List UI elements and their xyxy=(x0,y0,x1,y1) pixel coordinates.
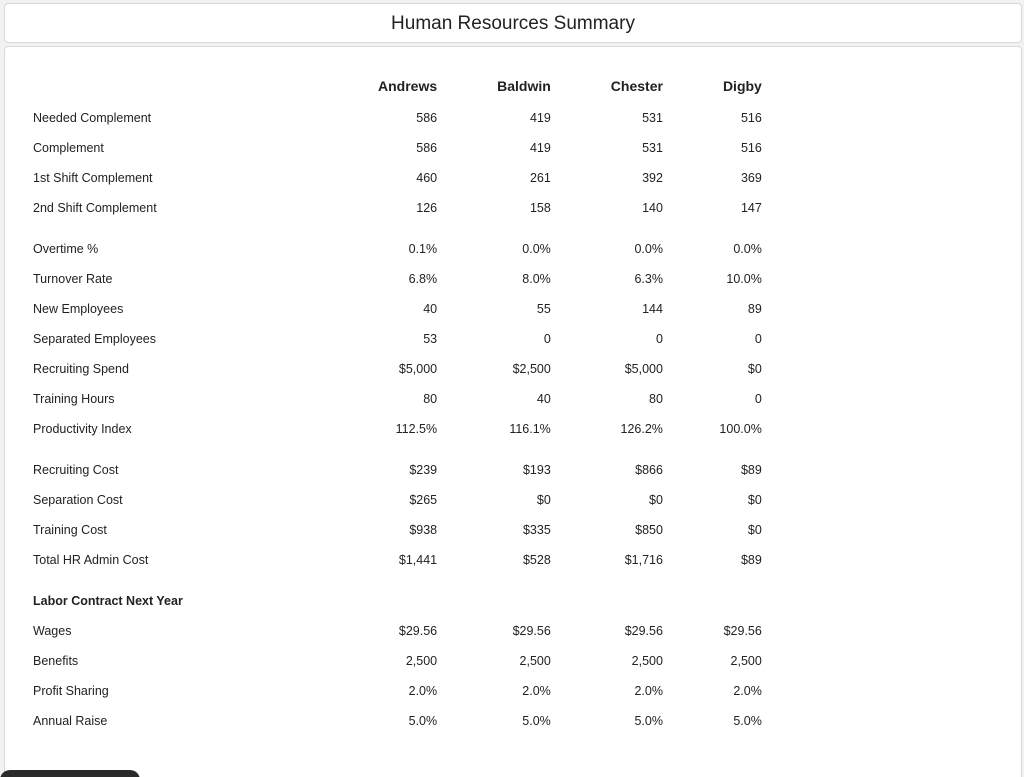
section-title: Labor Contract Next Year xyxy=(33,594,183,608)
cell-digby: 89 xyxy=(747,302,762,316)
table-row-training-hours xyxy=(33,384,762,414)
table-row-total-hr-admin-cost xyxy=(33,545,762,575)
table-row-2nd-shift-complement xyxy=(33,193,762,223)
cell-baldwin: 2.0% xyxy=(522,684,551,698)
cell-chester: 140 xyxy=(642,201,663,215)
row-label: Recruiting Spend xyxy=(33,362,129,376)
column-header-chester: Chester xyxy=(610,78,663,94)
row-label: 2nd Shift Complement xyxy=(33,201,157,215)
cell-digby: $0 xyxy=(747,362,762,376)
cell-chester: 80 xyxy=(649,392,663,406)
cell-chester: $850 xyxy=(635,523,663,537)
cell-andrews: 40 xyxy=(423,302,438,316)
cell-andrews: $938 xyxy=(409,523,438,537)
spacer-cell xyxy=(33,223,762,234)
cell-digby: 2,500 xyxy=(730,654,762,668)
cell-andrews: $239 xyxy=(409,463,438,477)
cell-chester: $866 xyxy=(635,463,663,477)
cell-digby: 147 xyxy=(740,201,762,215)
cell-andrews: $265 xyxy=(409,493,438,507)
cell-baldwin: $193 xyxy=(522,463,551,477)
table-row-benefits xyxy=(33,646,762,676)
cell-andrews: 586 xyxy=(416,141,438,155)
hr-summary-table xyxy=(33,69,762,736)
table-header-row xyxy=(33,69,762,103)
cell-andrews: 2.0% xyxy=(408,684,438,698)
cell-andrews: 126 xyxy=(416,201,438,215)
cell-andrews: 460 xyxy=(416,171,438,185)
table-body xyxy=(33,103,762,736)
cell-digby: 369 xyxy=(740,171,762,185)
cell-andrews: 80 xyxy=(423,392,438,406)
row-label: New Employees xyxy=(33,302,124,316)
cell-andrews: $5,000 xyxy=(398,362,438,376)
row-label: Benefits xyxy=(33,654,79,668)
table-row-separation-cost xyxy=(33,485,762,515)
cell-chester: 2.0% xyxy=(634,684,663,698)
row-label: Separated Employees xyxy=(33,332,156,346)
cell-digby: $0 xyxy=(747,523,762,537)
cell-digby: 516 xyxy=(740,111,762,125)
row-label: 1st Shift Complement xyxy=(33,171,153,185)
row-label: Separation Cost xyxy=(33,493,123,507)
cell-chester: $5,000 xyxy=(624,362,663,376)
cell-andrews: $1,441 xyxy=(398,553,438,567)
cell-andrews: 112.5% xyxy=(395,422,438,436)
cell-chester: 531 xyxy=(642,111,663,125)
table-row-recruiting-cost xyxy=(33,455,762,485)
cell-chester: 531 xyxy=(642,141,663,155)
cell-baldwin: $528 xyxy=(522,553,551,567)
cell-baldwin: 40 xyxy=(536,392,551,406)
cell-chester: $1,716 xyxy=(624,553,663,567)
table-row-productivity-index xyxy=(33,414,762,444)
cell-andrews: 2,500 xyxy=(405,654,438,668)
table-row-needed-complement xyxy=(33,103,762,133)
column-header-andrews: Andrews xyxy=(378,78,438,94)
cell-digby: 5.0% xyxy=(733,714,762,728)
cell-baldwin: $29.56 xyxy=(512,624,551,638)
cell-baldwin: 419 xyxy=(529,111,551,125)
cell-digby: 0 xyxy=(754,392,762,406)
row-label: Productivity Index xyxy=(33,422,132,436)
cell-andrews: 6.8% xyxy=(408,272,438,286)
cell-andrews: 5.0% xyxy=(408,714,438,728)
cell-baldwin: 116.1% xyxy=(509,422,551,436)
page-title: Human Resources Summary xyxy=(4,3,1022,43)
cell-chester: 0.0% xyxy=(634,242,663,256)
table-row-complement xyxy=(33,133,762,163)
table-row-training-cost xyxy=(33,515,762,545)
cell-baldwin: 0.0% xyxy=(522,242,551,256)
cell-baldwin: 8.0% xyxy=(522,272,551,286)
row-label: Annual Raise xyxy=(33,714,108,728)
cell-digby: 2.0% xyxy=(733,684,762,698)
cell-chester: 0 xyxy=(655,332,663,346)
row-label: Recruiting Cost xyxy=(33,463,119,477)
spacer-cell xyxy=(33,444,762,455)
section-header-row xyxy=(33,586,762,616)
cell-digby: 516 xyxy=(740,141,762,155)
row-label: Total HR Admin Cost xyxy=(33,553,149,567)
cell-digby: $89 xyxy=(740,463,762,477)
group-spacer xyxy=(33,444,762,455)
cell-chester: 392 xyxy=(642,171,663,185)
cell-chester: 126.2% xyxy=(620,422,663,436)
table-row-separated-employees xyxy=(33,324,762,354)
cell-andrews: 586 xyxy=(416,111,438,125)
table-row-wages xyxy=(33,616,762,646)
table-row-new-employees xyxy=(33,294,762,324)
row-label: Turnover Rate xyxy=(33,272,113,286)
cell-digby: 100.0% xyxy=(719,422,762,436)
cell-andrews: 53 xyxy=(423,332,438,346)
header-blank xyxy=(33,69,318,103)
cell-chester: 2,500 xyxy=(631,654,663,668)
cell-digby: 10.0% xyxy=(726,272,762,286)
row-label: Overtime % xyxy=(33,242,99,256)
row-label: Wages xyxy=(33,624,72,638)
cell-chester: $29.56 xyxy=(624,624,663,638)
table-row-recruiting-spend xyxy=(33,354,762,384)
cell-andrews: 0.1% xyxy=(408,242,438,256)
cell-baldwin: $335 xyxy=(522,523,551,537)
row-label: Profit Sharing xyxy=(33,684,109,698)
row-label: Training Cost xyxy=(33,523,107,537)
column-header-digby: Digby xyxy=(722,78,762,94)
cell-baldwin: 5.0% xyxy=(522,714,551,728)
hr-summary-panel xyxy=(4,46,1022,777)
spacer-cell xyxy=(33,575,762,586)
cell-baldwin: 419 xyxy=(529,141,551,155)
row-label: Complement xyxy=(33,141,104,155)
cell-digby: 0.0% xyxy=(733,242,762,256)
table-row-turnover-rate xyxy=(33,264,762,294)
cell-baldwin: 0 xyxy=(543,332,551,346)
group-spacer xyxy=(33,223,762,234)
cell-chester: 144 xyxy=(642,302,663,316)
table-row-profit-sharing xyxy=(33,676,762,706)
column-header-baldwin: Baldwin xyxy=(497,78,551,94)
table-row-annual-raise xyxy=(33,706,762,736)
bottom-scroll-handle[interactable] xyxy=(0,770,140,777)
cell-digby: $0 xyxy=(747,493,762,507)
group-spacer xyxy=(33,575,762,586)
row-label: Training Hours xyxy=(33,392,115,406)
cell-digby: $89 xyxy=(740,553,762,567)
cell-digby: $29.56 xyxy=(723,624,762,638)
cell-baldwin: 261 xyxy=(529,171,551,185)
cell-andrews: $29.56 xyxy=(398,624,438,638)
table-row-overtime xyxy=(33,234,762,264)
cell-chester: $0 xyxy=(649,493,663,507)
cell-baldwin: 55 xyxy=(536,302,551,316)
cell-baldwin: 2,500 xyxy=(519,654,551,668)
cell-chester: 5.0% xyxy=(634,714,663,728)
cell-digby: 0 xyxy=(754,332,762,346)
cell-baldwin: 158 xyxy=(529,201,551,215)
row-label: Needed Complement xyxy=(33,111,152,125)
table-row-1st-shift-complement xyxy=(33,163,762,193)
cell-baldwin: $2,500 xyxy=(512,362,551,376)
cell-baldwin: $0 xyxy=(536,493,551,507)
cell-chester: 6.3% xyxy=(634,272,663,286)
